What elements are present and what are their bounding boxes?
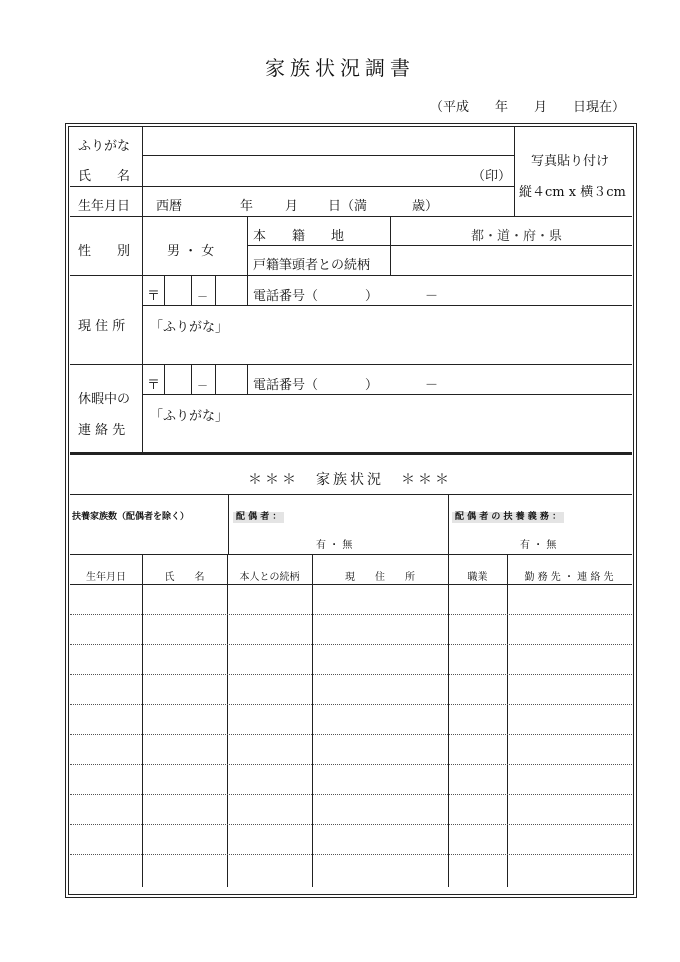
birth-label: 生年月日 [78,199,131,214]
spouse-value[interactable]: 有 ・ 無 [316,540,353,551]
photo-size: 縦４cm x 横３cm [519,185,626,200]
page-title: 家族状況調書 [265,56,415,80]
furigana-quote-2: 「ふりがな」 [150,409,229,424]
spouse-label: 配 偶 者 ： [233,512,284,523]
relation-head-label: 戸籍筆頭者との続柄 [253,258,371,273]
honseki-value[interactable]: 都・道・府・県 [471,229,563,244]
birth-month-label: 月 [285,199,299,214]
postal-dash: － [197,290,208,303]
family-section-title: ＊＊＊ 家族状況 ＊＊＊ [248,472,452,488]
photo-title: 写真貼り付け [531,154,610,169]
seal-mark: （印） [472,169,512,184]
postal-dash-2: － [197,379,208,392]
leave-contact-label-1: 休暇中の [78,392,131,407]
date-line: （平成 年 月 日現在） [430,100,626,115]
name-input[interactable] [144,157,464,185]
birth-era: 西暦 [156,199,183,214]
col-header-address: 現 住 所 [345,572,415,583]
col-header-relation: 本人との続柄 [239,572,300,583]
postal-mark-2: 〒 [147,378,161,393]
birth-year-label: 年 [240,199,254,214]
phone-close-2: ） [365,378,379,393]
col-header-workplace: 勤 務 先 ・ 連 絡 先 [524,572,614,583]
age-label: 歳） [412,199,439,214]
dependents-label: 扶養家族数（配偶者を除く） [72,512,190,522]
spouse-support-value[interactable]: 有 ・ 無 [520,540,557,551]
furigana-label: ふりがな [78,139,131,154]
col-header-name: 氏 名 [164,572,205,583]
sex-options[interactable]: 男 ・ 女 [167,244,215,259]
col-header-occupation: 職業 [467,572,488,583]
furigana-quote: 「ふりがな」 [150,320,229,335]
postal-mark: 〒 [147,289,161,304]
col-header-birth: 生年月日 [86,572,126,583]
phone-label-2: 電話番号（ [253,378,319,393]
furigana-input[interactable] [144,127,512,154]
phone-label: 電話番号（ [253,289,319,304]
phone-dash: － [425,289,439,304]
current-address-label: 現 住 所 [78,319,126,334]
birth-day-label: 日（満 [328,199,368,214]
spouse-support-label: 配 偶 者 の 扶 養 義 務 ： [452,512,564,523]
sex-label: 性 別 [78,244,131,259]
phone-close: ） [365,289,379,304]
name-label: 氏 名 [78,169,131,184]
leave-contact-label-2: 連 絡 先 [78,423,126,438]
phone-dash-2: － [425,378,439,393]
honseki-label: 本 籍 地 [253,229,345,244]
